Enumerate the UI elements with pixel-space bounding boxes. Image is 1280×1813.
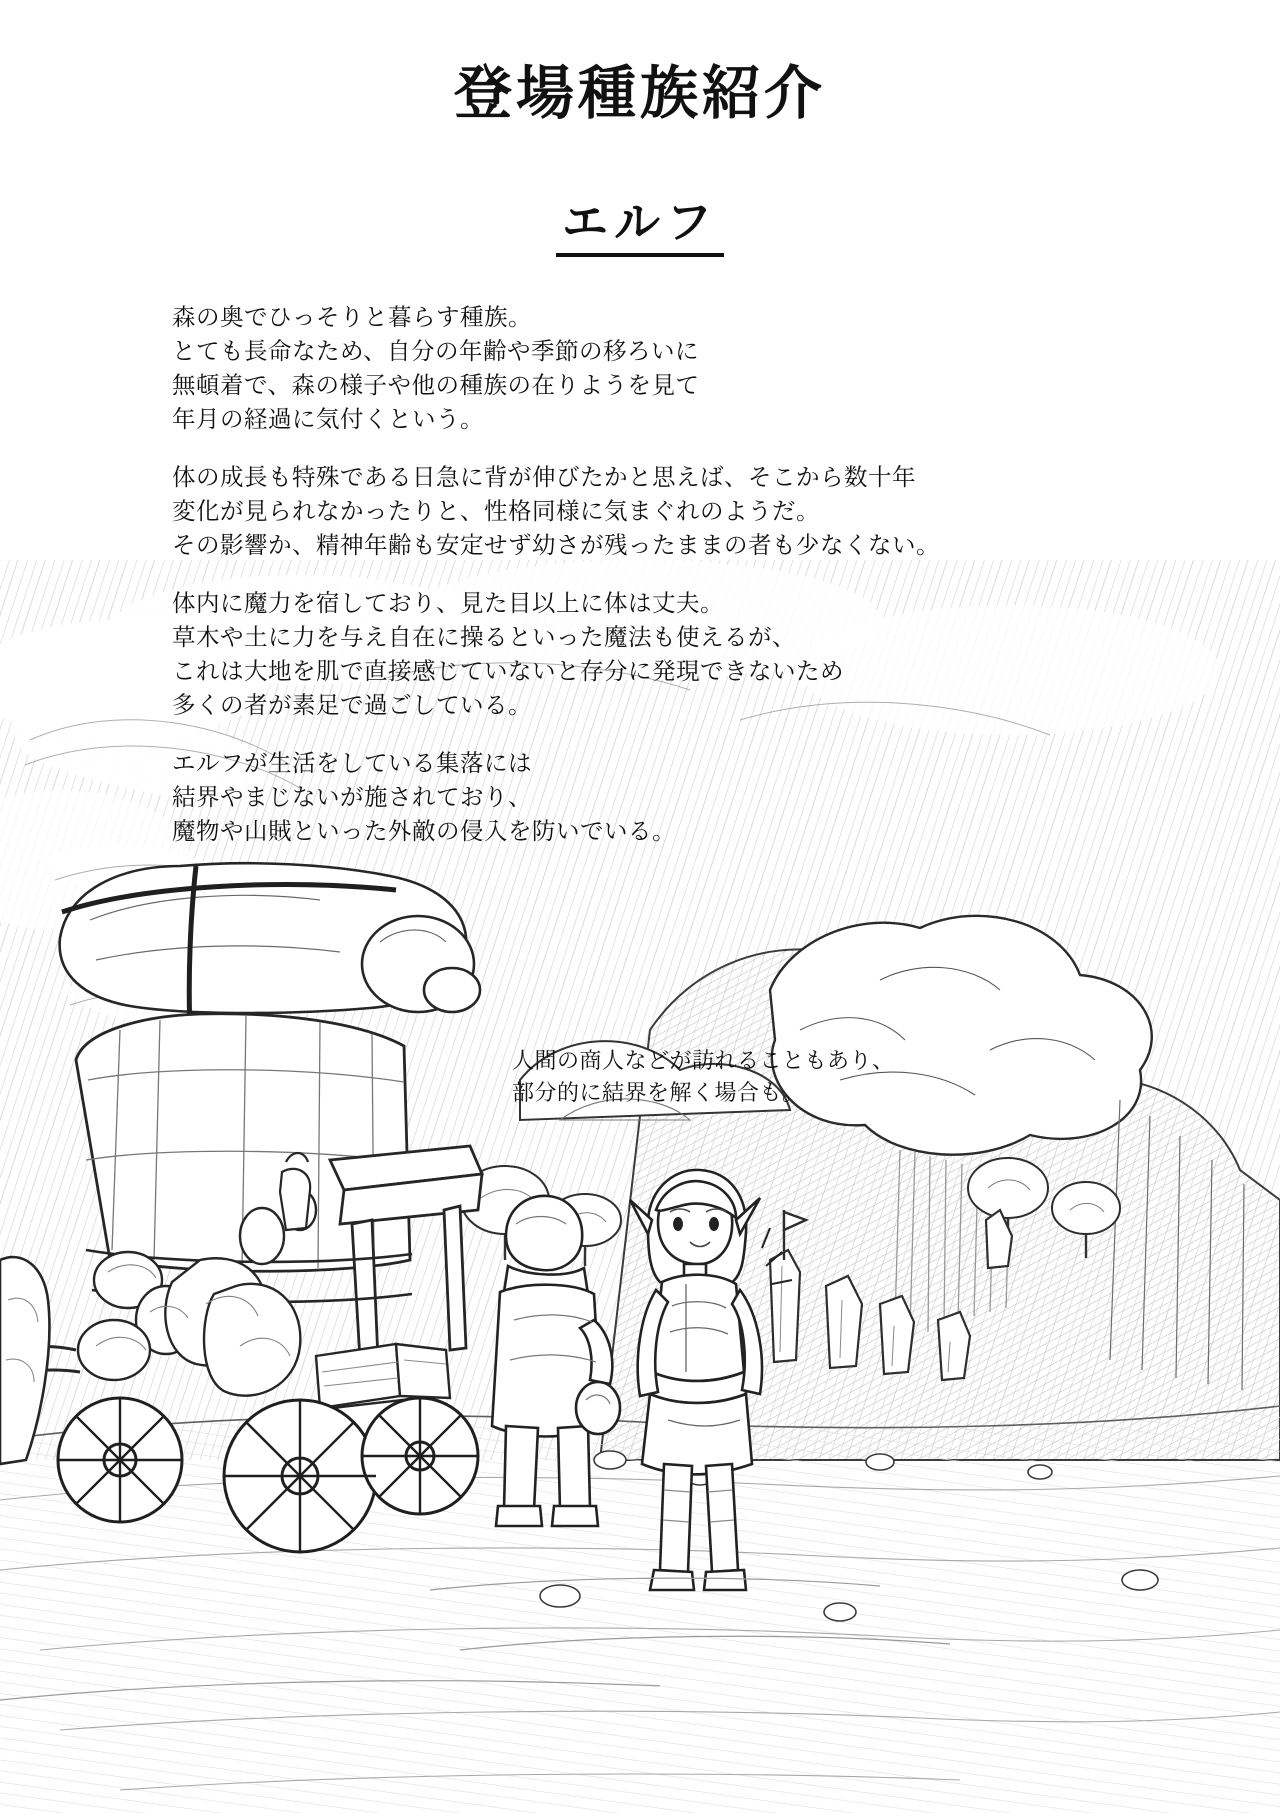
paragraph-2-line-2: 変化が見られなかったりと、性格同様に気まぐれのようだ。 (172, 497, 820, 525)
paragraph-3-line-1: 体内に魔力を宿しており、見た目以上に体は丈夫。 (172, 589, 724, 617)
paragraph-1-line-4: 年月の経過に気付くという。 (172, 405, 484, 433)
paragraph-4-line-3: 魔物や山賊といった外敵の侵入を防いでいる。 (172, 817, 676, 845)
paragraph-2-line-1: 体の成長も特殊である日急に背が伸びたかと思えば、そこから数十年 (172, 463, 916, 491)
page-title: 登場種族紹介 (453, 59, 826, 127)
body-text (172, 300, 1072, 872)
scene-caption (512, 1046, 895, 1110)
paragraph-2 (172, 460, 1072, 562)
scene-caption-line-1: 人間の商人などが訪れることもあり、 (512, 1049, 895, 1074)
section-title-text: エルフ (556, 195, 724, 257)
paragraph-1-line-1: 森の奥でひっそりと暮らす種族。 (172, 303, 532, 331)
paragraph-1-line-2: とても長命なため、自分の年齢や季節の移ろいに (172, 337, 700, 365)
ground (0, 1406, 1280, 1813)
paragraph-3 (172, 586, 1072, 722)
paragraph-4 (172, 746, 1072, 848)
section-title (0, 186, 1280, 252)
paragraph-1 (172, 300, 1072, 436)
paragraph-3-line-4: 多くの者が素足で過ごしている。 (172, 691, 532, 719)
paragraph-3-line-3: これは大地を肌で直接感じていないと存分に発現できないため (172, 657, 844, 685)
scene-caption-line-2: 部分的に結界を解く場合も。 (512, 1081, 805, 1106)
paragraph-1-line-3: 無頓着で、森の様子や他の種族の在りようを見て (172, 371, 700, 399)
paragraph-2-line-3: その影響か、精神年齢も安定せず幼さが残ったままの者も少なくない。 (172, 531, 940, 559)
paragraph-4-line-1: エルフが生活をしている集落には (172, 749, 532, 777)
paragraph-3-line-2: 草木や土に力を与え自在に操るといった魔法も使えるが、 (172, 623, 796, 651)
paragraph-4-line-2: 結界やまじないが施されており、 (172, 783, 532, 811)
